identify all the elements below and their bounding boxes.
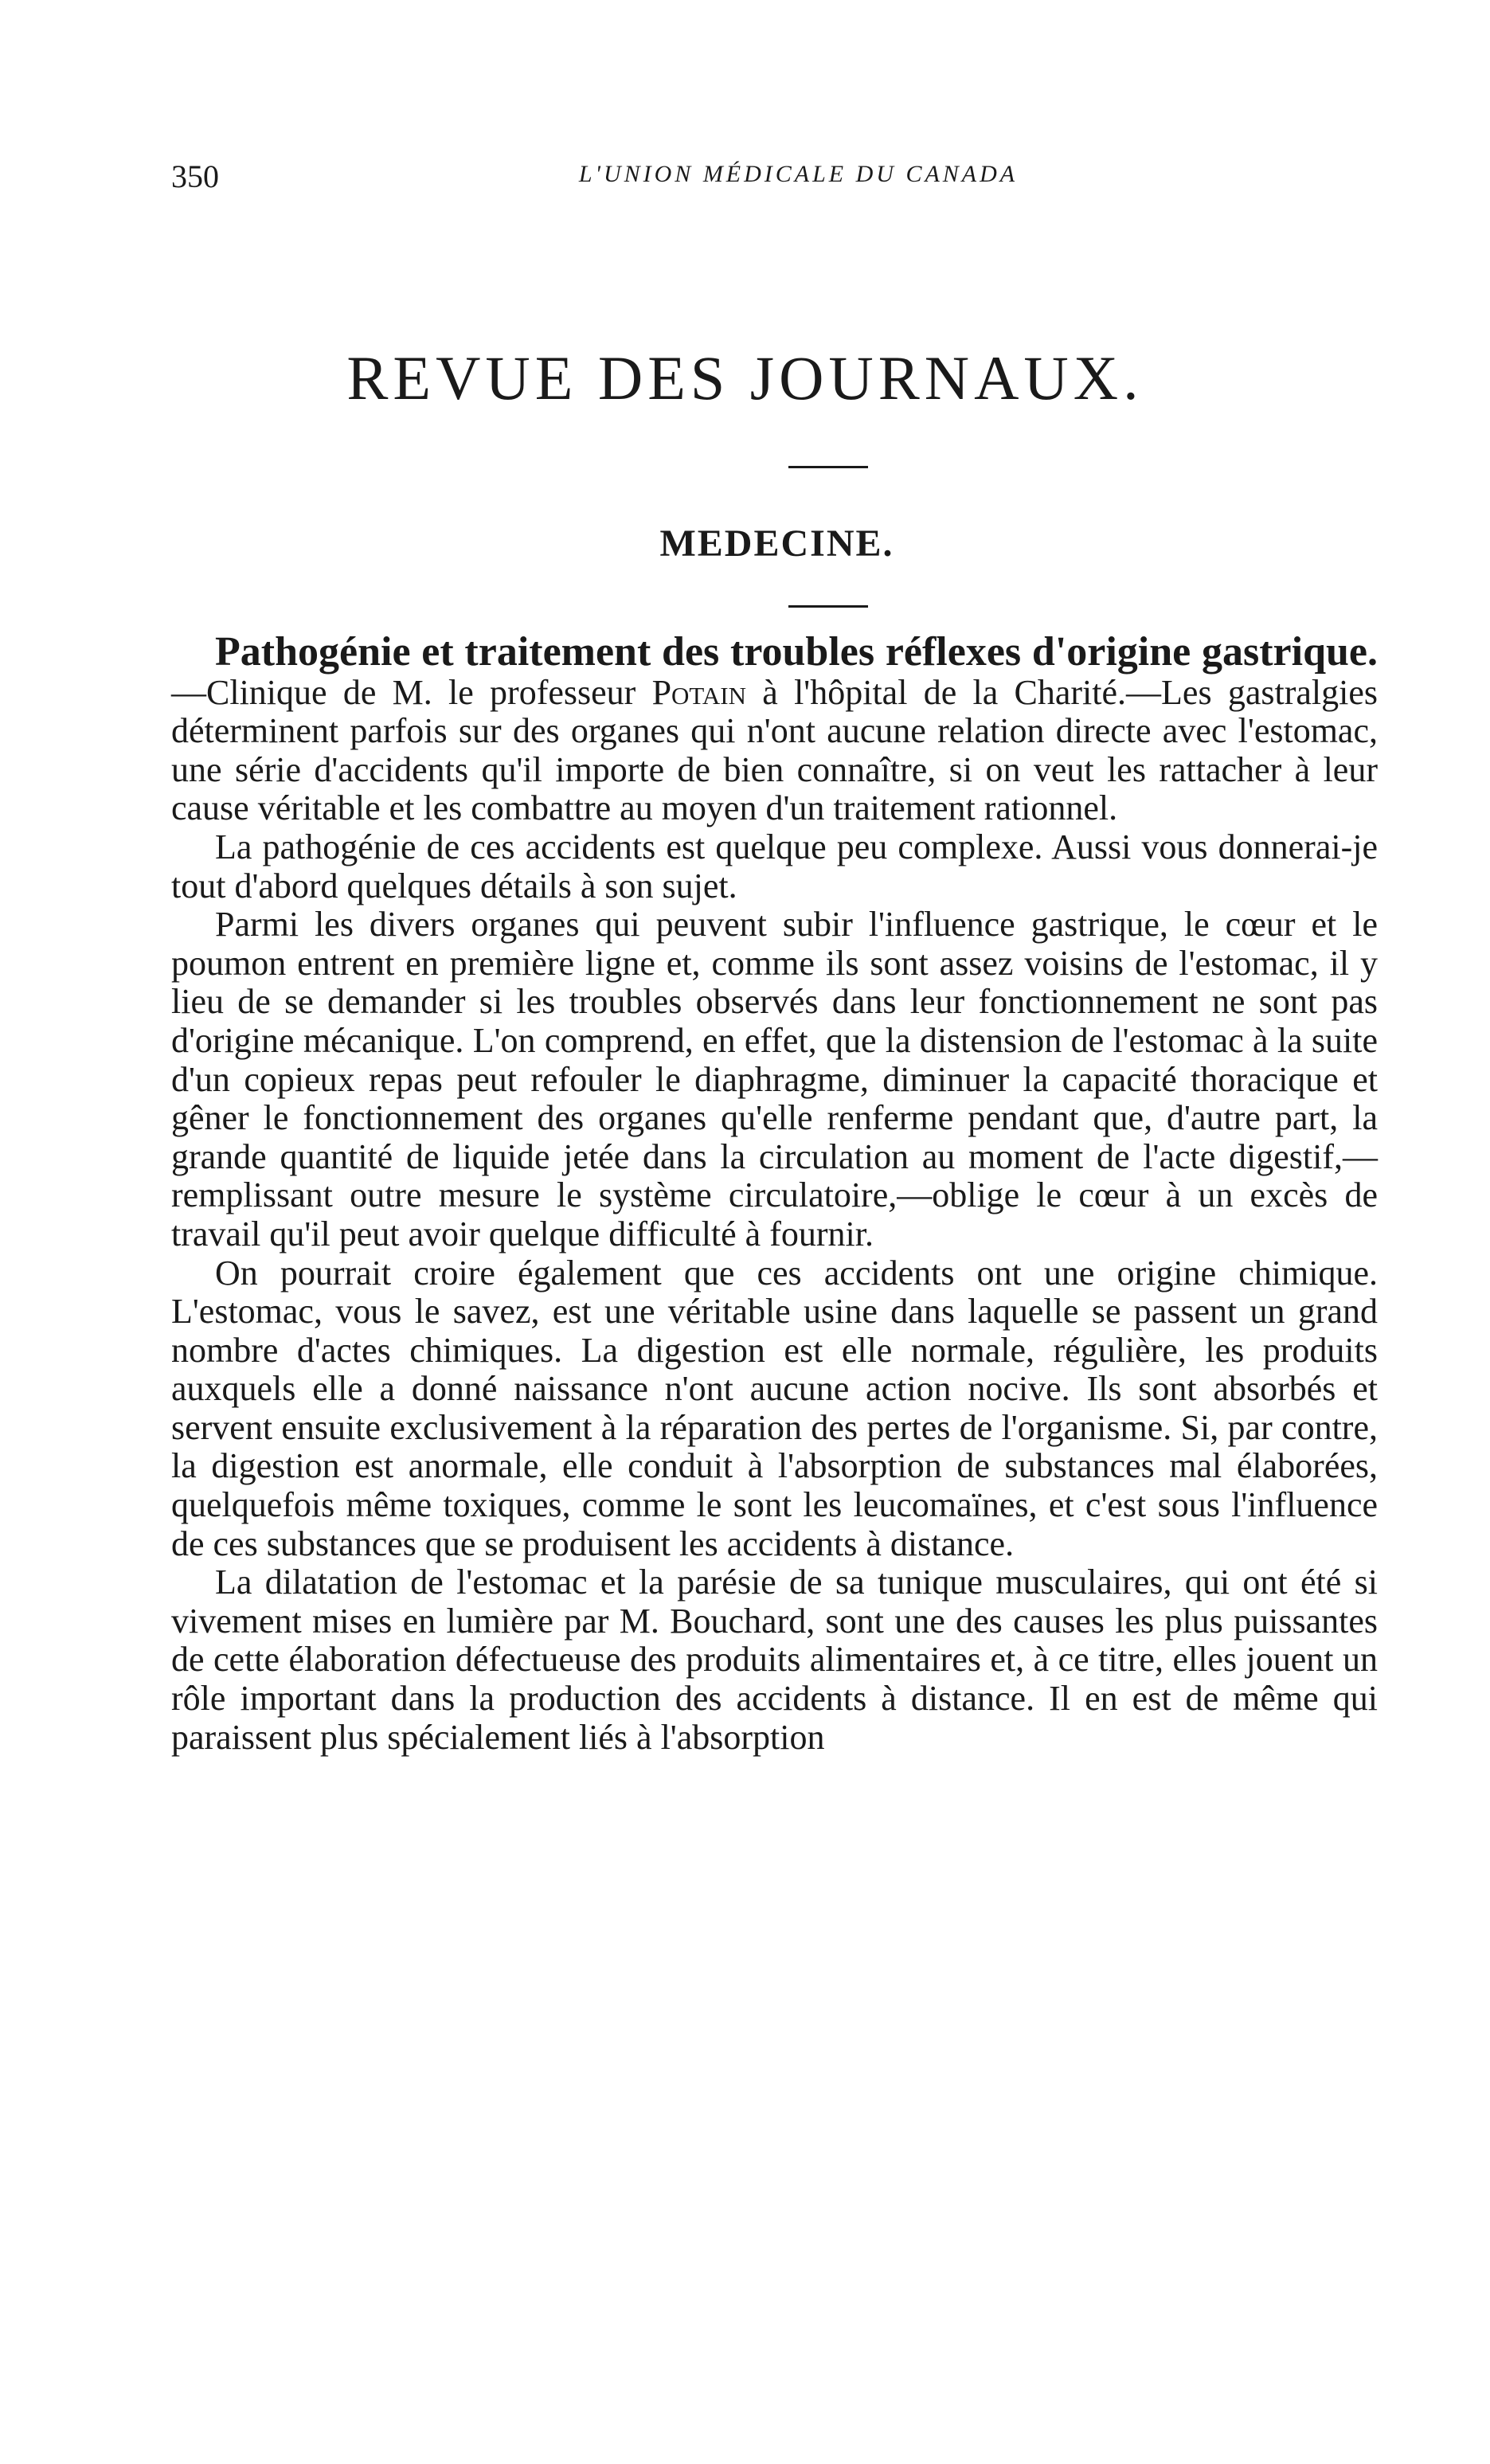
- professor-name: Potain: [651, 672, 746, 712]
- section-title: REVUE DES JOURNAUX.: [346, 343, 1144, 413]
- subsection-title: MEDECINE.: [659, 522, 894, 565]
- article-intro-location: à l'hôpital de la Charité.: [746, 672, 1127, 712]
- article-paragraph: La dilatation de l'estomac et la parésie de sa tunique musculaires, qui ont été si vivement mises en lumière par M. Bouchard, sont une des causes les plus puissantes de cette élaboration défectueuse des produits alimentaires et, à ce titre, elles jouent un rôle important dans la production des accidents à distance. Il en est de même qui paraissent plus spécialement liés à l'absorption: [171, 1562, 1378, 1757]
- divider-rule: [788, 466, 868, 468]
- paragraph-text: —Les gastralgies déterminent parfois sur des organes qui n'ont aucune relation directe avec l'estomac, une série d'accidents qu'il importe de bien connaître, si on veut les rattacher à leur cause véritable et les combattre au moyen d'un traitement rationnel.: [171, 672, 1378, 828]
- article-title: Pathogénie et traitement des troubles réflexes d'origine gastrique.: [215, 629, 1378, 675]
- article-paragraph: [171, 629, 1378, 828]
- page-number: 350: [171, 158, 219, 194]
- article-paragraph: On pourrait croire également que ces accidents ont une origine chimique. L'estomac, vous le savez, est une véritable usine dans laquelle se passent un grand nombre d'actes chimiques. La digestion est elle normale, régulière, les produits auxquels elle a donné naissance n'ont aucune action nocive. Ils sont absorbés et servent ensuite exclusivement à la réparation des pertes de l'organisme. Si, par contre, la digestion est anormale, elle conduit à l'absorption de substances mal élaborées, quelquefois même toxiques, comme le sont les leucomaïnes, et c'est sous l'influence de ces substances que se produisent les accidents à distance.: [171, 1253, 1378, 1563]
- article-intro: —Clinique de M. le professeur: [171, 672, 652, 712]
- running-head: [171, 158, 1378, 198]
- divider-rule: [788, 605, 868, 608]
- article-paragraph: La pathogénie de ces accidents est quelque peu complexe. Aussi vous donnerai-je tout d'abord quelques détails à son sujet.: [171, 827, 1378, 905]
- article-paragraph: Parmi les divers organes qui peuvent subir l'influence gastrique, le cœur et le poumon entrent en première ligne et, comme ils sont assez voisins de l'estomac, il y lieu de se demander si les troubles observés dans leur fonctionnement ne sont pas d'origine mécanique. L'on comprend, en effet, que la distension de l'estomac à la suite d'un copieux repas peut refouler le diaphragme, diminuer la capacité thoracique et gêner le fonctionnement des organes qu'elle renferme pendant que, d'autre part, la grande quantité de liquide jetée dans la circulation au moment de l'acte digestif,—remplissant outre mesure le système circulatoire,—oblige le cœur à un excès de travail qu'il peut avoir quelque difficulté à fournir.: [171, 905, 1378, 1254]
- article-body: [171, 629, 1378, 1757]
- journal-title: L'UNION MÉDICALE DU CANADA: [578, 161, 1019, 187]
